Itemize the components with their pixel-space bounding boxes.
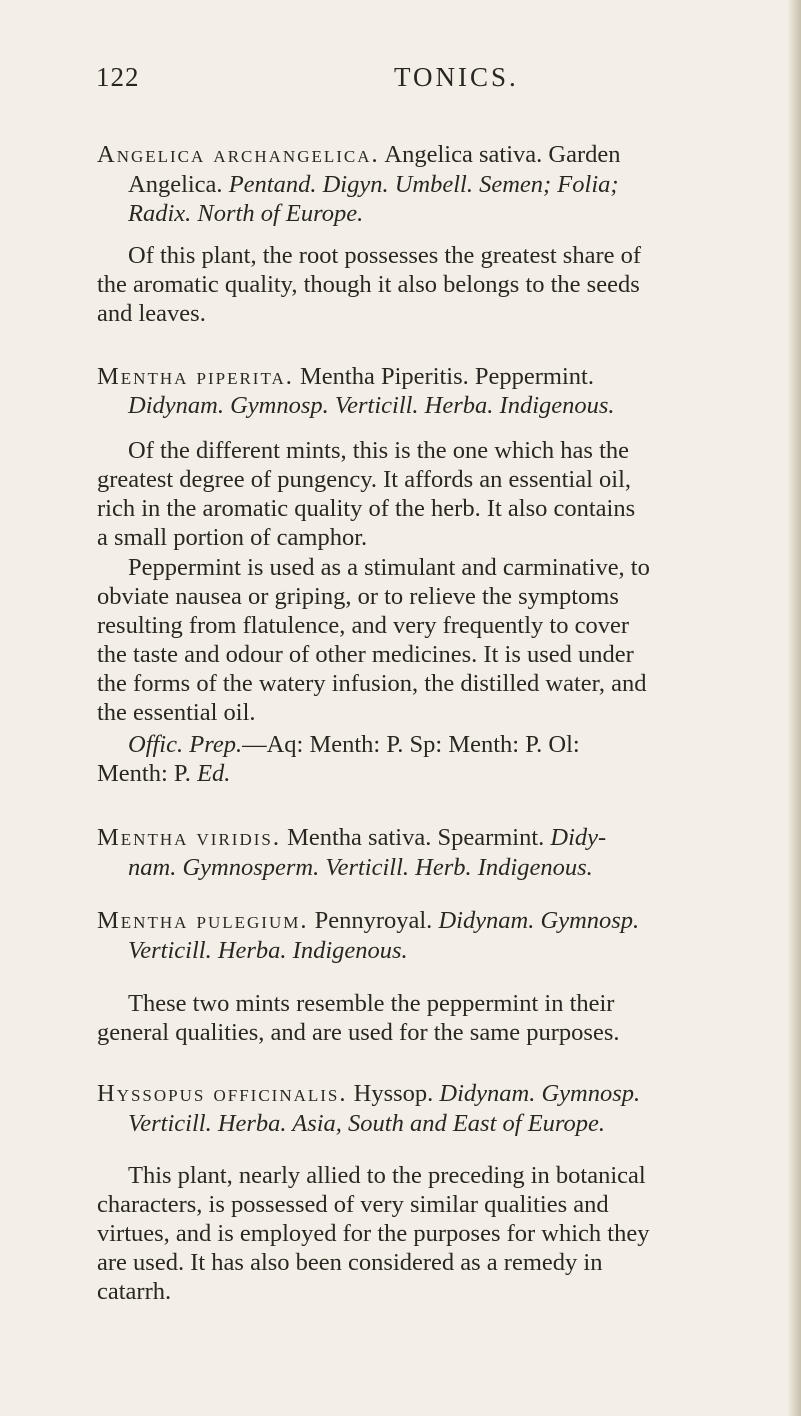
- offic-prep-line1: Offic. Prep.—Aq: Menth: P. Sp: Menth: P. Ol:: [128, 731, 580, 758]
- latin-name: Mentha viridis.: [97, 824, 281, 851]
- paragraph-line: greatest degree of pungency. It affords an essential oil,: [97, 466, 632, 493]
- paragraph-line: a small portion of camphor.: [97, 524, 368, 551]
- paragraph-line: characters, is possessed of very similar qualities and: [97, 1191, 609, 1218]
- hyssopus-heading-line2: Verticill. Herba. Asia, South and East of Europe.: [128, 1110, 606, 1137]
- paragraph-line: Of the different mints, this is the one which has the: [128, 437, 630, 464]
- page-edge-shadow: [787, 0, 801, 1416]
- paragraph-line: the essential oil.: [97, 699, 256, 726]
- paragraph-line: Peppermint is used as a stimulant and carminative, to: [128, 554, 650, 581]
- paragraph-line: rich in the aromatic quality of the herb. It also contains: [97, 495, 636, 522]
- angelica-heading-line3: Radix. North of Europe.: [128, 200, 364, 227]
- mentha-pulegium-heading-line1: Mentha pulegium. Pennyroyal. Didynam. Gymnosp.: [97, 907, 640, 934]
- paragraph-line: the forms of the watery infusion, the distilled water, and: [97, 670, 647, 697]
- mentha-pulegium-heading-line2: Verticill. Herba. Indigenous.: [128, 937, 408, 964]
- mentha-viridis-heading-line1: Mentha viridis. Mentha sativa. Spearmint. Didy-: [97, 824, 607, 851]
- latin-name: Hyssopus officinalis.: [97, 1080, 348, 1107]
- mentha-piperita-heading-line2: Didynam. Gymnosp. Verticill. Herba. Indigenous.: [128, 392, 615, 419]
- mentha-piperita-heading-line1: Mentha piperita. Mentha Piperitis. Peppermint.: [97, 363, 594, 390]
- latin-name: Mentha pulegium.: [97, 907, 309, 934]
- paragraph-line: the aromatic quality, though it also belongs to the seeds: [97, 271, 640, 298]
- paragraph-line: are used. It has also been considered as a remedy in: [97, 1249, 603, 1276]
- paragraph-line: virtues, and is employed for the purposes for which they: [97, 1220, 650, 1247]
- paragraph-line: general qualities, and are used for the same purposes.: [97, 1019, 620, 1046]
- running-title: TONICS.: [394, 62, 519, 92]
- paragraph-line: catarrh.: [97, 1278, 172, 1305]
- paragraph-line: the taste and odour of other medicines. It is used under: [97, 641, 634, 668]
- paragraph-line: obviate nausea or griping, or to relieve the symptoms: [97, 583, 619, 610]
- latin-name: Mentha piperita.: [97, 363, 294, 390]
- angelica-heading-line1: Angelica archangelica. Angelica sativa. Garden: [97, 141, 621, 168]
- paragraph-line: These two mints resemble the peppermint in their: [128, 990, 615, 1017]
- hyssopus-heading-line1: Hyssopus officinalis. Hyssop. Didynam. Gymnosp.: [97, 1080, 641, 1107]
- offic-prep-line2: Menth: P. Ed.: [97, 760, 231, 787]
- paragraph-line: and leaves.: [97, 300, 206, 327]
- running-head: [96, 62, 696, 92]
- paragraph-line: resulting from flatulence, and very frequently to cover: [97, 612, 629, 639]
- paragraph-line: Of this plant, the root possesses the greatest share of: [128, 242, 642, 269]
- paragraph-line: This plant, nearly allied to the preceding in botanical: [128, 1162, 646, 1189]
- mentha-viridis-heading-line2: nam. Gymnosperm. Verticill. Herb. Indigenous.: [128, 854, 593, 881]
- angelica-heading-line2: Angelica. Pentand. Digyn. Umbell. Semen; Folia;: [128, 171, 619, 198]
- latin-name: Angelica archangelica.: [97, 141, 380, 168]
- page-number: 122: [96, 62, 140, 92]
